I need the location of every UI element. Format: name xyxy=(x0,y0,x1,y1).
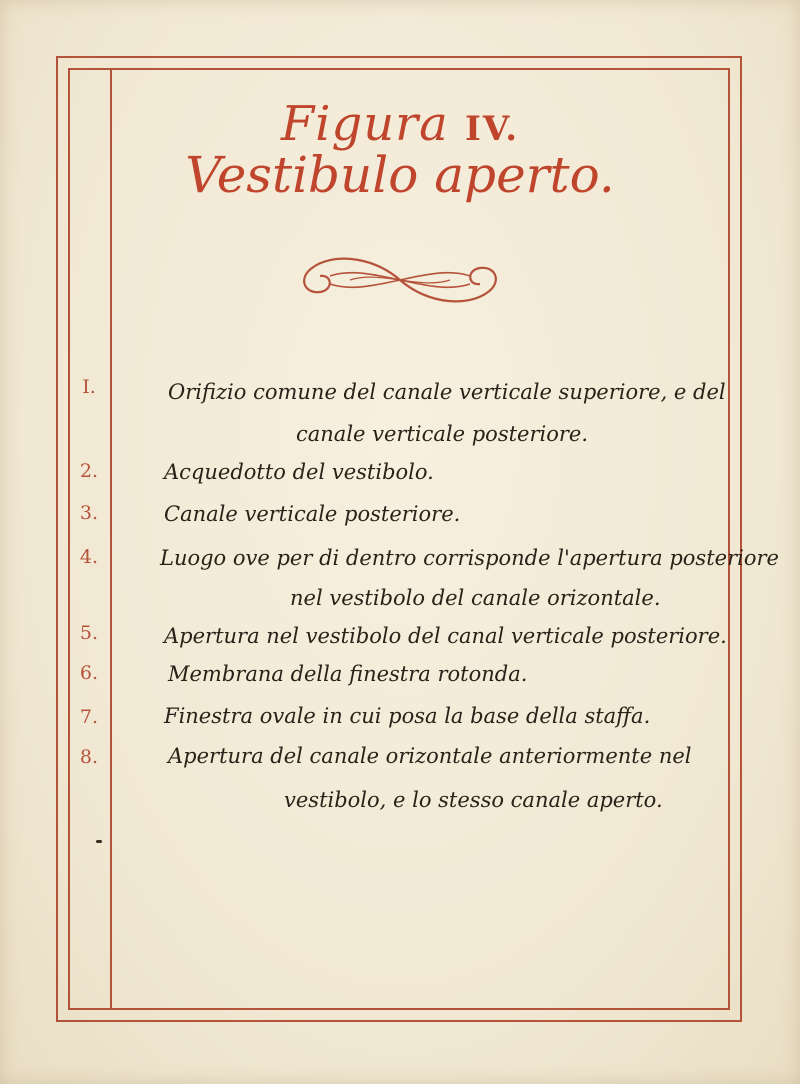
entry-1-line-1: Orifizio comune del canale verticale superiore, e del xyxy=(168,380,726,404)
entry-number-1: I. xyxy=(82,376,96,398)
inner-border-rule xyxy=(68,68,730,1010)
entry-3-line-1: Canale verticale posteriore. xyxy=(164,502,461,526)
entry-8-line-1: Apertura del canale orizontale anteriormente nel xyxy=(168,744,692,768)
entry-7-line-1: Finestra ovale in cui posa la base della staffa. xyxy=(164,704,651,728)
title-numeral: IV. xyxy=(464,109,520,149)
entry-8-line-2: vestibolo, e lo stesso canale aperto. xyxy=(284,788,663,812)
entry-number-5: 5. xyxy=(79,622,99,644)
ink-mark xyxy=(96,840,102,843)
entry-number-8: 8. xyxy=(79,746,99,768)
entry-number-6: 6. xyxy=(79,662,99,684)
entry-6-line-1: Membrana della finestra rotonda. xyxy=(168,662,528,686)
entry-4-line-2: nel vestibolo del canale orizontale. xyxy=(290,586,661,610)
title-word: Figura xyxy=(280,96,449,152)
margin-rule xyxy=(110,68,112,1010)
entry-2-line-1: Acquedotto del vestibolo. xyxy=(164,460,434,484)
entry-number-2: 2. xyxy=(79,460,99,482)
entry-number-7: 7. xyxy=(79,706,99,728)
title-subject: Vestibulo aperto. xyxy=(185,146,615,204)
title-figure-line xyxy=(0,96,800,152)
calligraphic-flourish xyxy=(290,250,510,310)
entry-1-line-2: canale verticale posteriore. xyxy=(296,422,589,446)
entry-number-4: 4. xyxy=(79,546,99,568)
entry-number-3: 3. xyxy=(79,502,99,524)
entry-4-line-1: Luogo ove per di dentro corrisponde l'apertura posteriore xyxy=(160,546,779,570)
entry-5-line-1: Apertura nel vestibolo del canal verticale posteriore. xyxy=(164,624,727,648)
